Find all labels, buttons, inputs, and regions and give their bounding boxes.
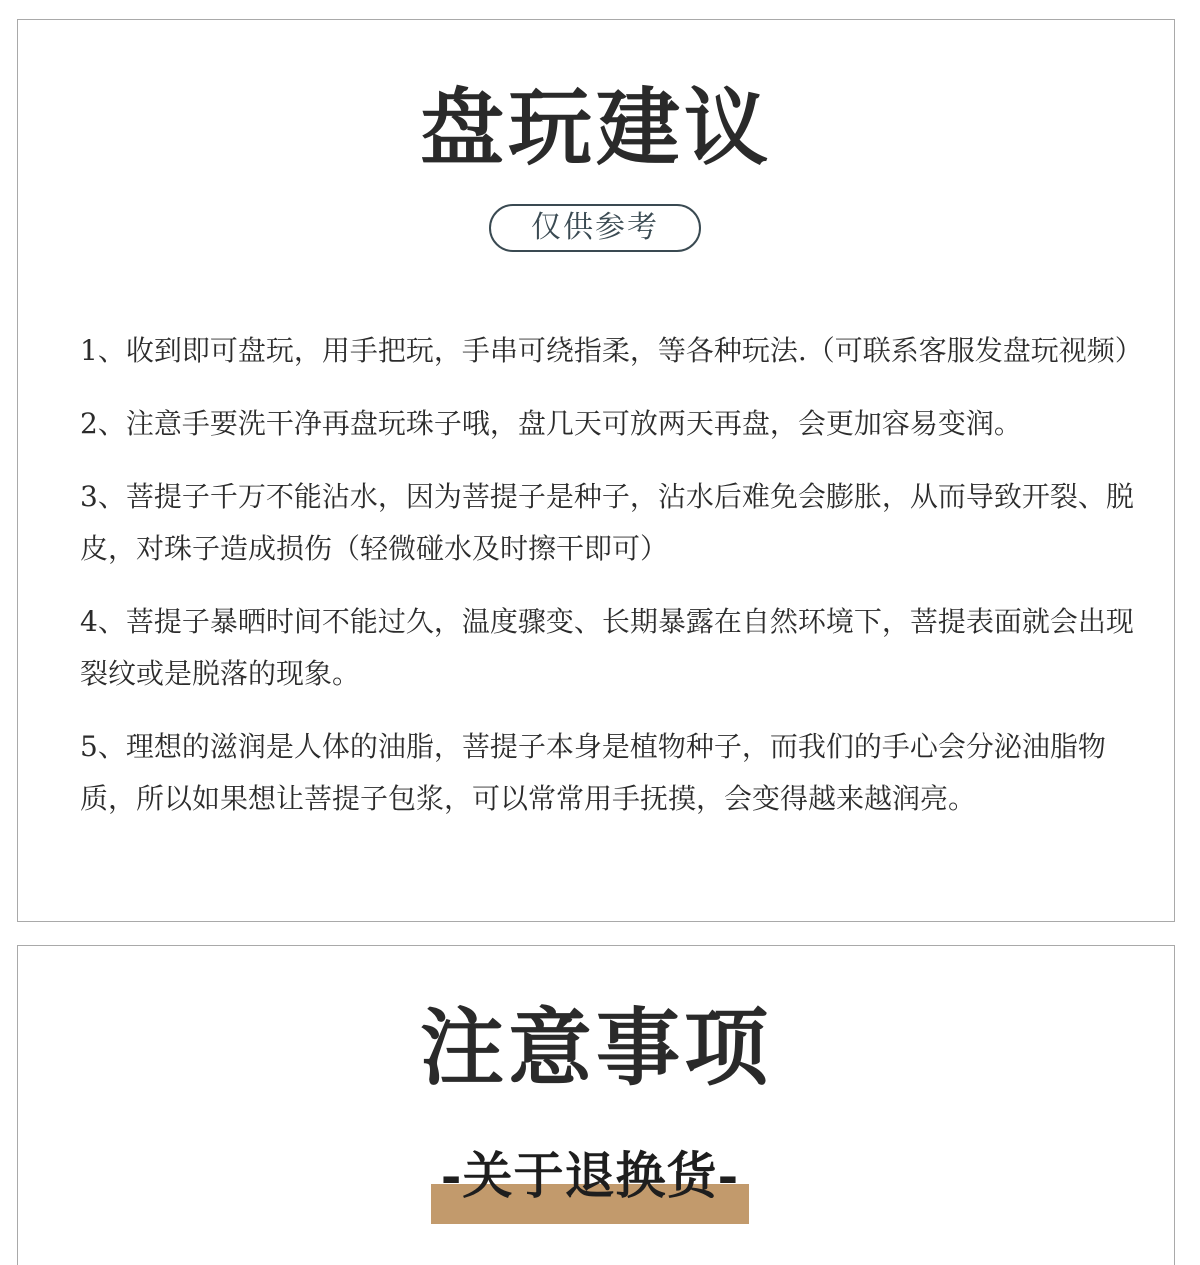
returns-subheading: -关于退换货-	[440, 1146, 740, 1205]
care-tips-card	[17, 19, 1175, 922]
care-tips-list	[80, 325, 1143, 846]
tip-item: 2、注意手要洗干净再盘玩珠子哦，盘几天可放两天再盘，会更加容易变润。	[80, 407, 1022, 440]
reference-only-badge: 仅供参考	[489, 204, 701, 252]
notice-card	[17, 945, 1175, 1265]
tip-item: 5、理想的滋润是人体的油脂，菩提子本身是植物种子，而我们的手心会分泌油脂物质，所以如果想让菩提子包浆，可以常常用手抚摸，会变得越来越润亮。	[80, 730, 1106, 815]
tip-item: 4、菩提子暴晒时间不能过久，温度骤变、长期暴露在自然环境下，菩提表面就会出现裂纹或是脱落的现象。	[80, 605, 1134, 690]
tip-item: 3、菩提子千万不能沾水，因为菩提子是种子，沾水后难免会膨胀，从而导致开裂、脱皮，对珠子造成损伤（轻微碰水及时擦干即可）	[80, 480, 1134, 565]
notice-title: 注意事项	[419, 998, 772, 1097]
care-tips-title: 盘玩建议	[419, 78, 772, 177]
tip-item: 1、收到即可盘玩，用手把玩，手串可绕指柔，等各种玩法.（可联系客服发盘玩视频）	[80, 334, 1143, 367]
